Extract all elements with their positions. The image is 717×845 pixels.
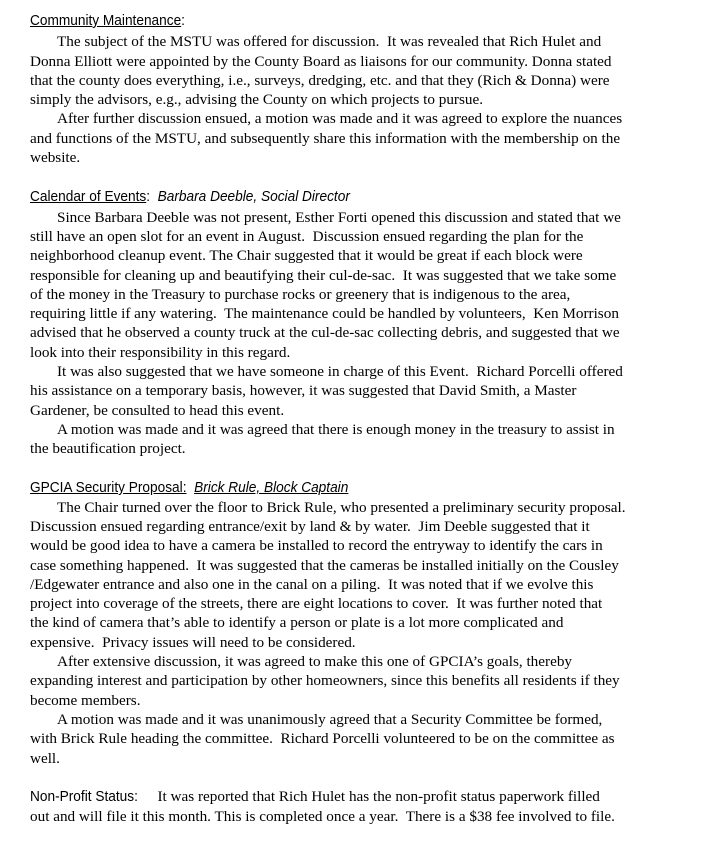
paragraph-line: requiring little if any watering. The maintenance could be handled by volunteers, Ken Morrison bbox=[30, 305, 619, 322]
paragraph-line: It was also suggested that we have someone in charge of this Event. Richard Porcelli offered bbox=[57, 363, 623, 380]
paragraph-line: A motion was made and it was agreed that there is enough money in the treasury to assist in bbox=[57, 421, 615, 438]
paragraph-line: would be good idea to have a camera be installed to record the entryway to identify the cars in bbox=[30, 537, 603, 554]
paragraph-line: with Brick Rule heading the committee. Richard Porcelli volunteered to be on the committee as bbox=[30, 730, 615, 747]
heading-text: GPCIA Security Proposal: bbox=[30, 479, 187, 496]
paragraph-line: Donna Elliott were appointed by the County Board as liaisons for our community. Donna stated bbox=[30, 53, 612, 70]
paragraph-line: website. bbox=[30, 149, 81, 166]
paragraph-line: A motion was made and it was unanimously agreed that a Security Committee be formed, bbox=[57, 711, 603, 728]
section-heading-gpcia-security-proposal bbox=[30, 479, 348, 499]
paragraph-line: case something happened. It was suggested that the cameras be installed initially on the Cousley bbox=[30, 557, 619, 574]
paragraph-line: well. bbox=[30, 750, 60, 767]
paragraph-line: Gardener, be consulted to head this event. bbox=[30, 402, 285, 419]
paragraph-line: expensive. Privacy issues will need to be considered. bbox=[30, 634, 356, 651]
paragraph-line: Since Barbara Deeble was not present, Esther Forti opened this discussion and stated that we bbox=[57, 209, 621, 226]
paragraph-line: out and will file it this month. This is completed once a year. There is a $38 fee involved to file. bbox=[30, 808, 615, 825]
paragraph-line: that the county does everything, i.e., surveys, dredging, etc. and that they (Rich & Donna) were bbox=[30, 72, 610, 89]
section-heading-community-maintenance bbox=[30, 12, 185, 32]
paragraph-line: still have an open slot for an event in August. Discussion ensued regarding the plan for the bbox=[30, 228, 584, 245]
paragraph-line: neighborhood cleanup event. The Chair suggested that it would be great if each block were bbox=[30, 247, 583, 264]
paragraph-line: After extensive discussion, it was agreed to make this one of GPCIA’s goals, thereby bbox=[57, 653, 573, 670]
section-non-profit-status-first-line bbox=[30, 788, 600, 808]
paragraph-line: The Chair turned over the floor to Brick Rule, who presented a preliminary security proposal. bbox=[57, 499, 626, 516]
paragraph-line: look into their responsibility in this regard. bbox=[30, 344, 291, 361]
paragraph-line: advised that he observed a county truck at the cul-de-sac collecting debris, and suggested that we bbox=[30, 324, 620, 341]
heading-punctuation: : bbox=[181, 12, 185, 29]
heading-subtitle: Brick Rule, Block Captain bbox=[194, 479, 349, 496]
paragraph-line: his assistance on a temporary basis, however, it was suggested that David Smith, a Master bbox=[30, 382, 577, 399]
paragraph-line: expanding interest and participation by other homeowners, since this benefits all residents if they bbox=[30, 672, 620, 689]
paragraph-line: Discussion ensued regarding entrance/exit by land & by water. Jim Deeble suggested that it bbox=[30, 518, 590, 535]
paragraph-line: become members. bbox=[30, 692, 141, 709]
paragraph-inline-text: It was reported that Rich Hulet has the non-profit status paperwork filled bbox=[149, 788, 600, 805]
paragraph-line: After further discussion ensued, a motion was made and it was agreed to explore the nuances bbox=[57, 110, 623, 127]
paragraph-line: project into coverage of the streets, there are eight locations to cover. It was further noted that bbox=[30, 595, 603, 612]
heading-subtitle: Barbara Deeble, Social Director bbox=[157, 188, 350, 205]
paragraph-line: responsible for cleaning up and beautifying their cul-de-sac. It was suggested that we take some bbox=[30, 267, 617, 284]
section-heading-non-profit-status: Non-Profit Status: bbox=[30, 788, 138, 805]
heading-text: Calendar of Events bbox=[30, 188, 147, 205]
section-heading-calendar-of-events bbox=[30, 188, 350, 208]
paragraph-line: simply the advisors, e.g., advising the County on which projects to pursue. bbox=[30, 91, 484, 108]
paragraph-line: of the money in the Treasury to purchase rocks or greenery that is indigenous to the area, bbox=[30, 286, 571, 303]
paragraph-line: and functions of the MSTU, and subsequently share this information with the membership on the bbox=[30, 130, 621, 147]
heading-text: Community Maintenance bbox=[30, 12, 182, 29]
paragraph-line: the kind of camera that’s able to identify a person or plate is a lot more complicated and bbox=[30, 614, 564, 631]
heading-punctuation: : bbox=[146, 188, 158, 205]
paragraph-line: /Edgewater entrance and also one in the canal on a piling. It was noted that if we evolve this bbox=[30, 576, 594, 593]
paragraph-line: The subject of the MSTU was offered for discussion. It was revealed that Rich Hulet and bbox=[57, 33, 602, 50]
paragraph-line: the beautification project. bbox=[30, 440, 186, 457]
